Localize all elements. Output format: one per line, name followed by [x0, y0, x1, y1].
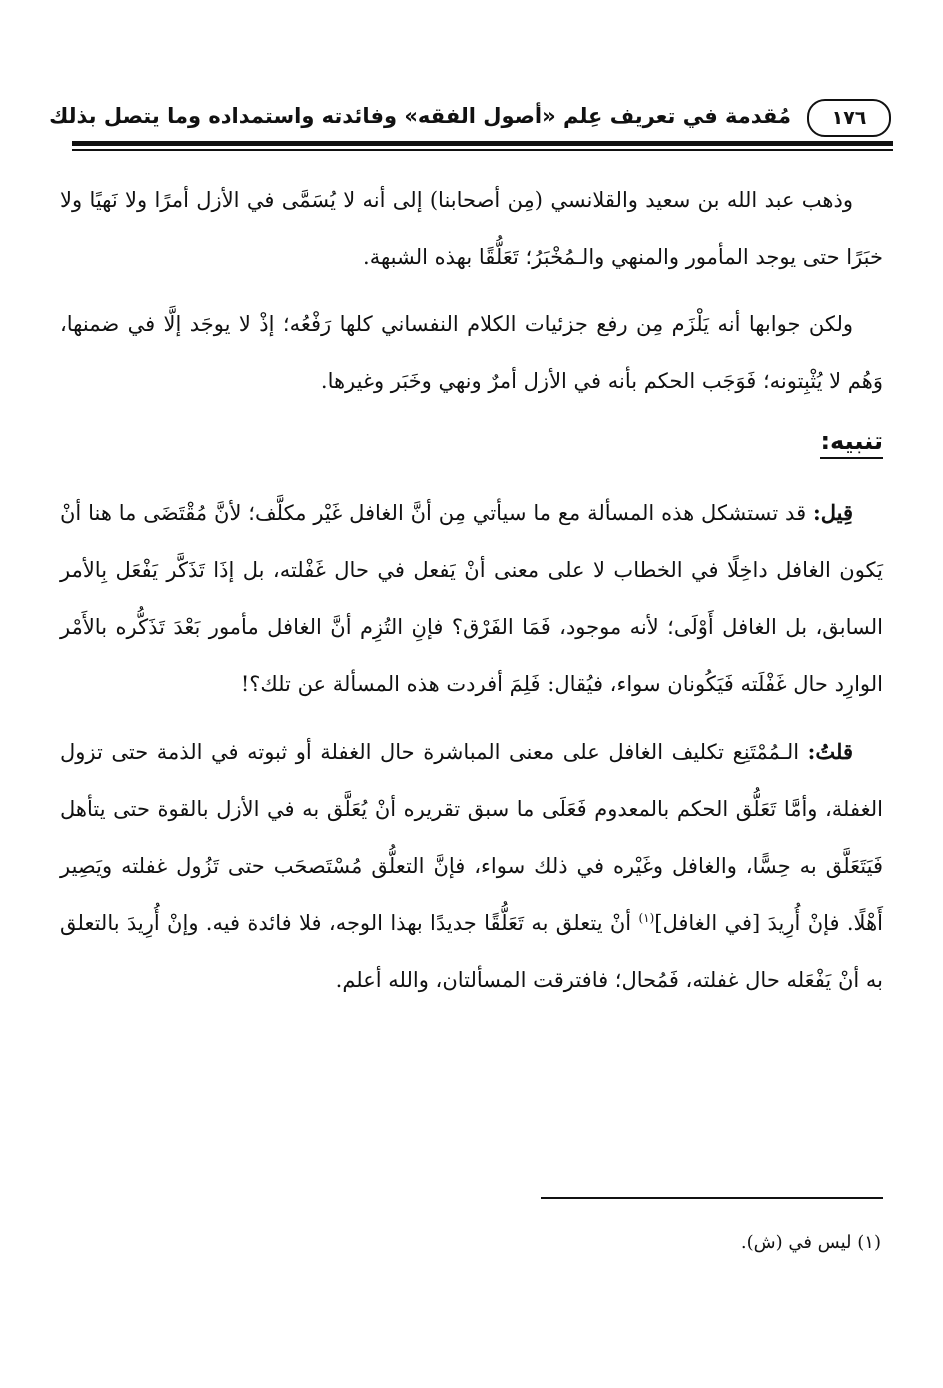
- section-heading: [60, 418, 883, 464]
- page-number: ١٧٦: [807, 99, 891, 137]
- heading-text: تنبيه:: [820, 427, 883, 459]
- header-rule-thick: [72, 141, 893, 146]
- footnote-reference[interactable]: (١): [638, 911, 655, 925]
- paragraph-4-text-a: الـمُمْتَنِع تكليف الغافل على معنى المباشرة حال الغفلة أو ثبوته في الذمة حتى تزول الغفلة، وأمَّا تَعَلُّق الحكم بالمعدوم فَعَلَى ما سبق تقريره أنْ يُعَلَّق به في الأزل بالقوة حتى يتأهل فَيَتَعَلَّق به حِسًّا، والغافل وغَيْره في ذلك سواء، فإنَّ التعلُّق مُسْتَصحَب حتى تَزُول غفلته ويَصِير أَهْلًا. فإنْ أُرِيدَ [في الغافل]: [60, 740, 883, 935]
- paragraph-4: [60, 723, 883, 1009]
- header-rule-thin: [72, 149, 893, 151]
- main-text: [60, 172, 883, 1009]
- footnote-1: (١) ليس في (ش).: [740, 1232, 881, 1253]
- lead-word-qil: قِيل:: [812, 500, 853, 525]
- running-title: مُقدمة في تعريف عِلم «أصول الفقه» وفائدته واستمداده وما يتصل بذلك: [49, 104, 791, 128]
- paragraph-1: وذهب عبد الله بن سعيد والقلانسي (مِن أصحابنا) إلى أنه لا يُسَمَّى في الأزل أمرًا ولا نَهيًا ولا خبَرًا حتى يوجد المأمور والمنهي والـمُخْبَرُ؛ تَعَلُّقًا بهذه الشبهة.: [60, 188, 883, 269]
- paragraph-3-text: قد تستشكل هذه المسألة مع ما سيأتي مِن أنَّ الغافل غَيْر مكلَّف؛ لأنَّ مُقْتَضَى ما هنا أنْ يَكون الغافل داخِلًا في الخطاب لا على معنى أنْ يَفعل في حال غَفْلته، بل إذَا تَذَكَّر يَفْعَل بِالأمر السابق، بل الغافل أَوْلَى؛ لأنه موجود، فَمَا الفَرْق؟ فإنِ التُزِم أنَّ الغافل مأمور بَعْدَ تَذَكُّره بالأَمْر الوارِد حال غَفْلَته فَيَكُونان سواء، فيُقال: فَلِمَ أفردت هذه المسألة عن تلك؟!: [60, 501, 883, 696]
- page-header: [49, 95, 891, 135]
- paragraph-3: [60, 484, 883, 713]
- paragraph-2: ولكن جوابها أنه يَلْزَم مِن رفع جزئيات الكلام النفساني كلها رَفْعُه؛ إذْ لا يوجَد إلَّا في ضمنها، وَهُم لا يُثْبِتونه؛ فَوَجَب الحكم بأنه في الأزل أمرٌ ونهي وخَبَر وغيرها.: [60, 312, 883, 393]
- lead-word-qultu: قلتُ:: [807, 739, 854, 764]
- paragraph-4-text-b: أنْ يتعلق به تَعَلُّقًا جديدًا بهذا الوجه، فلا فائدة فيه. وإنْ أُرِيدَ بالتعلق به أنْ يَفْعَله حال غفلته، فَمُحال؛ فافترقت المسألتان، والله أعلم.: [60, 911, 883, 992]
- footnote-separator: [541, 1197, 883, 1199]
